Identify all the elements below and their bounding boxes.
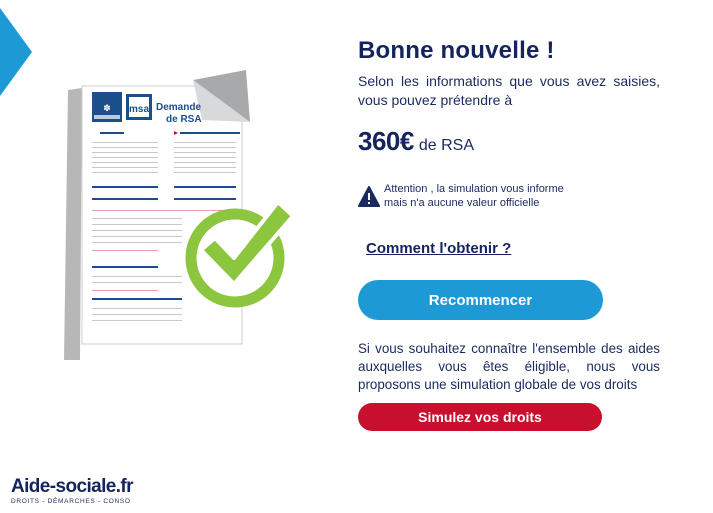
result-intro-text: Selon les informations que vous avez saisies, vous pouvez prétendre à bbox=[358, 73, 660, 108]
amount-row bbox=[358, 126, 660, 157]
brand-logo[interactable] bbox=[11, 476, 133, 505]
benefit-type: de RSA bbox=[418, 137, 474, 154]
brand-tagline: DROITS - DÉMARCHES - CONSO bbox=[11, 498, 131, 505]
benefit-amount: 360€ bbox=[358, 126, 414, 156]
rsa-form-illustration bbox=[60, 70, 300, 360]
result-panel bbox=[358, 36, 660, 157]
brand-name: Aide-sociale.fr bbox=[11, 476, 133, 497]
warning-text: Attention , la simulation vous informe mais n'a aucune valeur officielle bbox=[384, 183, 564, 209]
svg-text:✽: ✽ bbox=[103, 103, 111, 113]
page-title: Bonne nouvelle ! bbox=[358, 37, 555, 64]
global-simulation-text: Si vous souhaitez connaître l'ensemble des aides auxquelles vous êtes éligible, nous vous proposons une simulation globale de vos droits bbox=[358, 341, 660, 392]
corner-arrow-tab bbox=[0, 8, 32, 96]
doc-title-line1: Demande bbox=[156, 102, 202, 113]
restart-button[interactable]: Recommencer bbox=[358, 280, 603, 320]
simulate-rights-button[interactable]: Simulez vos droits bbox=[358, 403, 602, 431]
warning-notice bbox=[358, 182, 568, 210]
how-to-get-link[interactable]: Comment l'obtenir ? bbox=[366, 240, 512, 257]
warning-triangle-icon bbox=[358, 186, 380, 208]
doc-title-line2: de RSA bbox=[166, 114, 202, 125]
svg-text:msa: msa bbox=[128, 104, 150, 115]
